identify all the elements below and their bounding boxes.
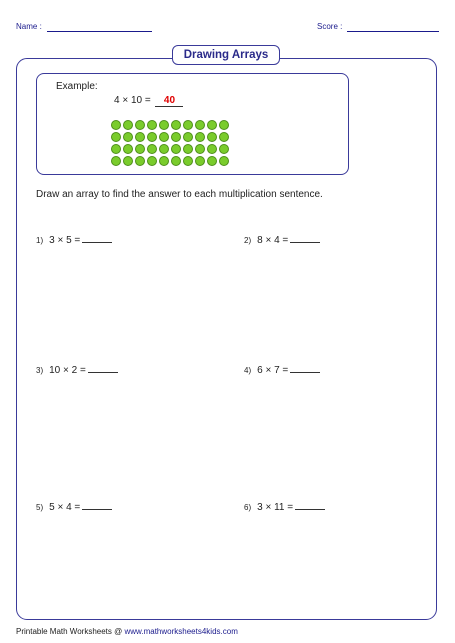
- problem-5: [36, 500, 112, 513]
- problem-6: [244, 500, 325, 513]
- problem-number: 1): [36, 236, 44, 245]
- array-dot: [219, 144, 229, 154]
- worksheet-title: Drawing Arrays: [172, 45, 280, 65]
- problem-expression: 8 × 4 =: [257, 235, 289, 246]
- problem-number: 3): [36, 366, 44, 375]
- array-dot: [159, 156, 169, 166]
- problem-number: 4): [244, 366, 252, 375]
- array-dot: [207, 144, 217, 154]
- array-dot: [207, 132, 217, 142]
- array-dot: [159, 144, 169, 154]
- example-answer: 40: [155, 95, 183, 107]
- array-dot: [171, 156, 181, 166]
- array-dot: [147, 156, 157, 166]
- array-dot: [183, 144, 193, 154]
- array-dot: [219, 132, 229, 142]
- array-dot: [171, 144, 181, 154]
- array-dot: [171, 120, 181, 130]
- array-dot: [159, 132, 169, 142]
- array-dot: [207, 156, 217, 166]
- array-dot: [111, 120, 121, 130]
- array-dot: [135, 144, 145, 154]
- array-dot: [135, 132, 145, 142]
- array-dot: [207, 120, 217, 130]
- array-dot: [159, 120, 169, 130]
- score-label: Score :: [317, 22, 343, 31]
- array-dot: [195, 132, 205, 142]
- problem-expression: 6 × 7 =: [257, 365, 289, 376]
- array-dot: [111, 144, 121, 154]
- problem-2: [244, 233, 320, 246]
- array-dot: [147, 132, 157, 142]
- answer-blank[interactable]: [82, 500, 112, 510]
- array-dot: [111, 132, 121, 142]
- example-expression: 4 × 10 =: [114, 95, 151, 106]
- answer-blank[interactable]: [82, 233, 112, 243]
- array-dot: [123, 132, 133, 142]
- name-field[interactable]: [47, 31, 152, 32]
- answer-blank[interactable]: [295, 500, 325, 510]
- name-label: Name :: [16, 22, 42, 31]
- problem-number: 6): [244, 503, 252, 512]
- array-dot: [135, 120, 145, 130]
- array-dot: [123, 144, 133, 154]
- problem-expression: 5 × 4 =: [49, 502, 81, 513]
- problem-expression: 10 × 2 =: [49, 365, 86, 376]
- array-dot: [171, 132, 181, 142]
- array-dot: [219, 156, 229, 166]
- instructions: Draw an array to find the answer to each multiplication sentence.: [36, 189, 323, 200]
- array-dot: [147, 120, 157, 130]
- array-dot: [195, 156, 205, 166]
- array-dot: [147, 144, 157, 154]
- example-label: Example:: [56, 81, 98, 92]
- example-equation: [114, 95, 183, 107]
- example-dot-array: [111, 120, 231, 168]
- array-dot: [135, 156, 145, 166]
- answer-blank[interactable]: [290, 363, 320, 373]
- problem-number: 5): [36, 503, 44, 512]
- array-dot: [183, 156, 193, 166]
- footer-url[interactable]: www.mathworksheets4kids.com: [124, 627, 238, 636]
- array-dot: [183, 120, 193, 130]
- problem-4: [244, 363, 320, 376]
- problem-3: [36, 363, 118, 376]
- array-dot: [195, 120, 205, 130]
- problem-expression: 3 × 5 =: [49, 235, 81, 246]
- answer-blank[interactable]: [88, 363, 118, 373]
- footer-prefix: Printable Math Worksheets @: [16, 627, 123, 636]
- footer: [16, 627, 238, 636]
- array-dot: [195, 144, 205, 154]
- problem-number: 2): [244, 236, 252, 245]
- array-dot: [183, 132, 193, 142]
- array-dot: [123, 156, 133, 166]
- problem-expression: 3 × 11 =: [257, 502, 294, 513]
- problem-1: [36, 233, 112, 246]
- score-field[interactable]: [347, 31, 439, 32]
- array-dot: [123, 120, 133, 130]
- array-dot: [219, 120, 229, 130]
- answer-blank[interactable]: [290, 233, 320, 243]
- array-dot: [111, 156, 121, 166]
